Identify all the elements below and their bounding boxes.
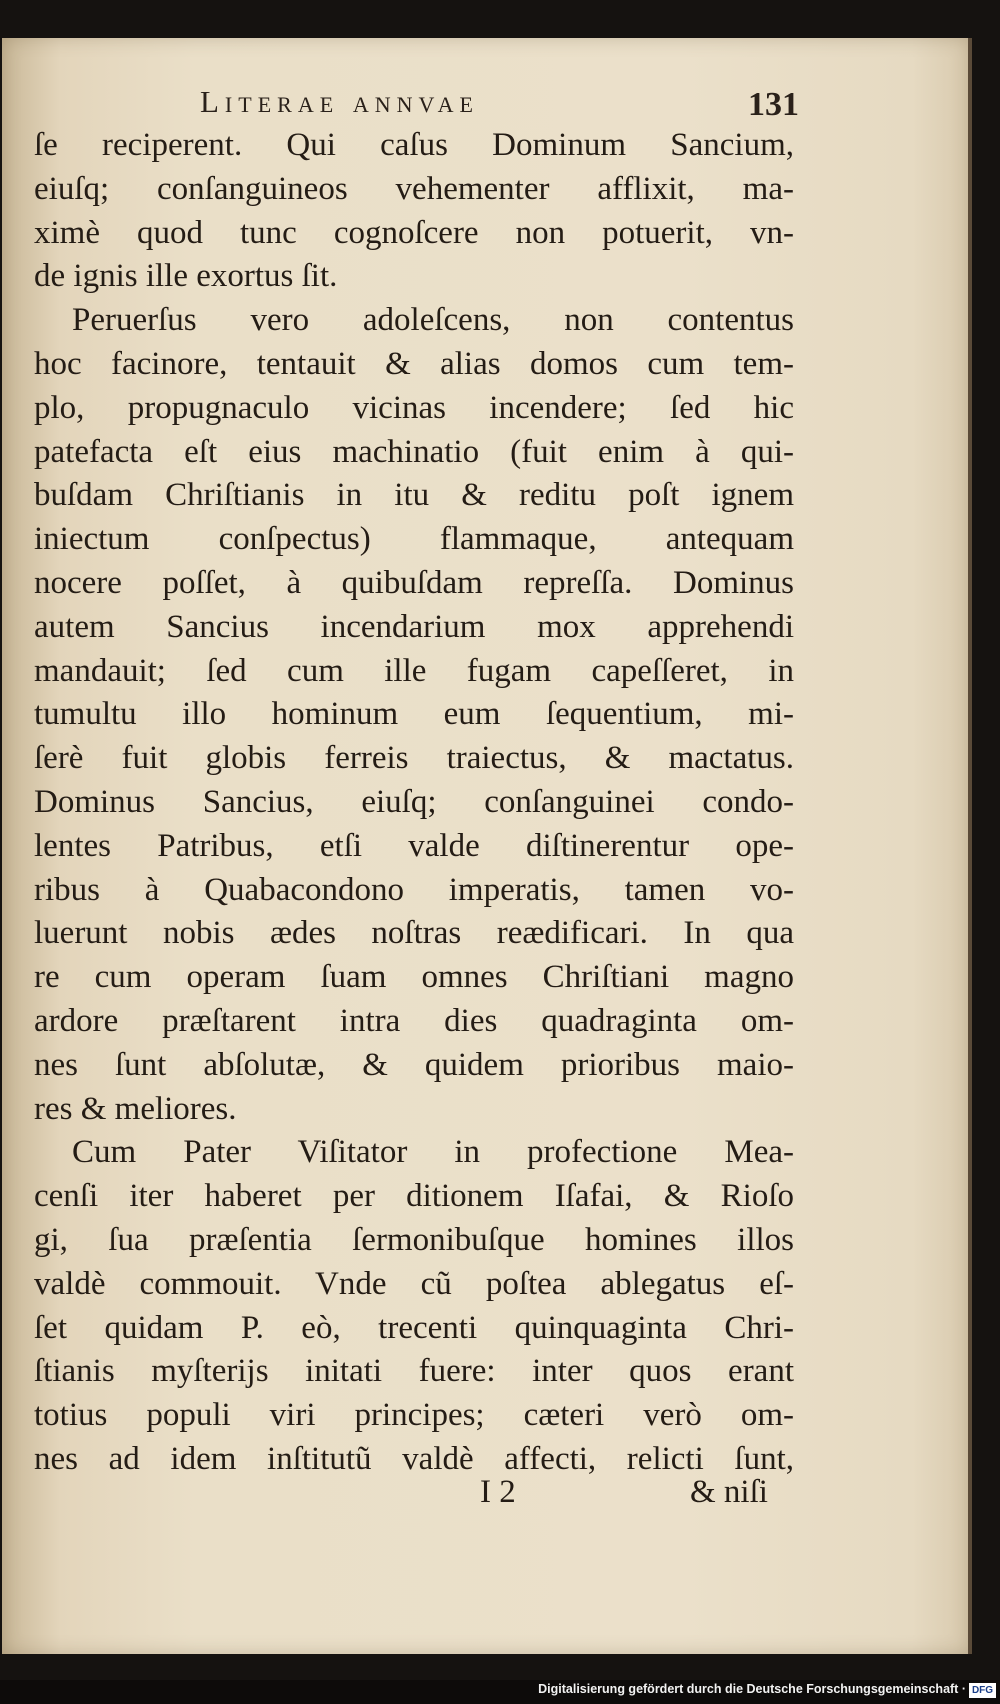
catchword: & niſi <box>690 1474 768 1510</box>
text-line: ſtianis myſterijs initati fuere: inter quos erant <box>34 1353 794 1390</box>
text-line: luerunt nobis ædes noſtras reædificari. In qua <box>34 915 794 952</box>
dfg-logo: DFG <box>969 1683 996 1698</box>
text-line: totius populi viri principes; cæteri verò om- <box>34 1397 794 1434</box>
credit-bar <box>0 1680 1000 1704</box>
body-text <box>34 124 794 1482</box>
text-line: buſdam Chriſtianis in itu & reditu poſt ignem <box>34 477 794 514</box>
text-line: tumultu illo hominum eum ſequentium, mi- <box>34 696 794 733</box>
text-line: valdè commouit. Vnde cũ poſtea ablegatus eſ- <box>34 1265 794 1302</box>
text-line: re cum operam ſuam omnes Chriſtiani magno <box>34 959 794 996</box>
text-line: nes ſunt abſolutæ, & quidem prioribus maio- <box>34 1046 794 1083</box>
running-title: Literae annvae <box>200 84 479 119</box>
text-line: cenſi iter haberet per ditionem Iſafai, & Rioſo <box>34 1178 794 1215</box>
text-line: ximè quod tunc cognoſcere non potuerit, vn- <box>34 214 794 251</box>
text-line: ribus à Quabacondono imperatis, tamen vo- <box>34 871 794 908</box>
text-line: gi, ſua præſentia ſermonibuſque homines illos <box>34 1221 794 1258</box>
page-number: 131 <box>748 86 799 123</box>
text-line: lentes Patribus, etſi valde diſtinerentur ope- <box>34 827 794 864</box>
text-line: patefacta eſt eius machinatio (fuit enim à qui- <box>34 433 794 470</box>
page-footer <box>0 1474 1000 1514</box>
text-line: iniectum conſpectus) flammaque, antequam <box>34 521 794 558</box>
text-line: nocere poſſet, à quibuſdam repreſſa. Dominus <box>34 564 794 601</box>
text-line: Dominus Sancius, eiuſq; conſanguinei condo- <box>34 783 794 820</box>
text-line: nes ad idem inſtitutũ valdè affecti, relicti ſunt, <box>34 1440 794 1477</box>
text-line: Cum Pater Viſitator in profectione Mea- <box>72 1134 794 1171</box>
text-line: ſe reciperent. Qui caſus Dominum Sancium, <box>34 127 794 163</box>
text-line: de ignis ille exortus ſit. <box>34 258 338 295</box>
text-line: eiuſq; conſanguineos vehementer afflixit, ma- <box>34 170 794 207</box>
text-line: ardore præſtarent intra dies quadraginta om- <box>34 1002 794 1039</box>
funding-credit: Digitalisierung gefördert durch die Deutsche Forschungsgemeinschaft · <box>538 1682 966 1696</box>
text-line: hoc facinore, tentauit & alias domos cum tem- <box>34 345 794 382</box>
signature-mark: I 2 <box>480 1474 516 1510</box>
text-line: mandauit; ſed cum ille fugam capeſſeret, in <box>34 652 794 689</box>
text-line: ſerè fuit globis ferreis traiectus, & mactatus. <box>34 740 794 777</box>
text-line: plo, propugnaculo vicinas incendere; ſed hic <box>34 389 794 426</box>
page-edge <box>968 38 972 1654</box>
page-header <box>200 84 1000 124</box>
text-line: ſet quidam P. eò, trecenti quinquaginta Chri- <box>34 1309 794 1346</box>
text-line: Peruerſus vero adoleſcens, non contentus <box>72 302 794 339</box>
text-line: autem Sancius incendarium mox apprehendi <box>34 608 794 645</box>
text-line: res & meliores. <box>34 1090 237 1127</box>
